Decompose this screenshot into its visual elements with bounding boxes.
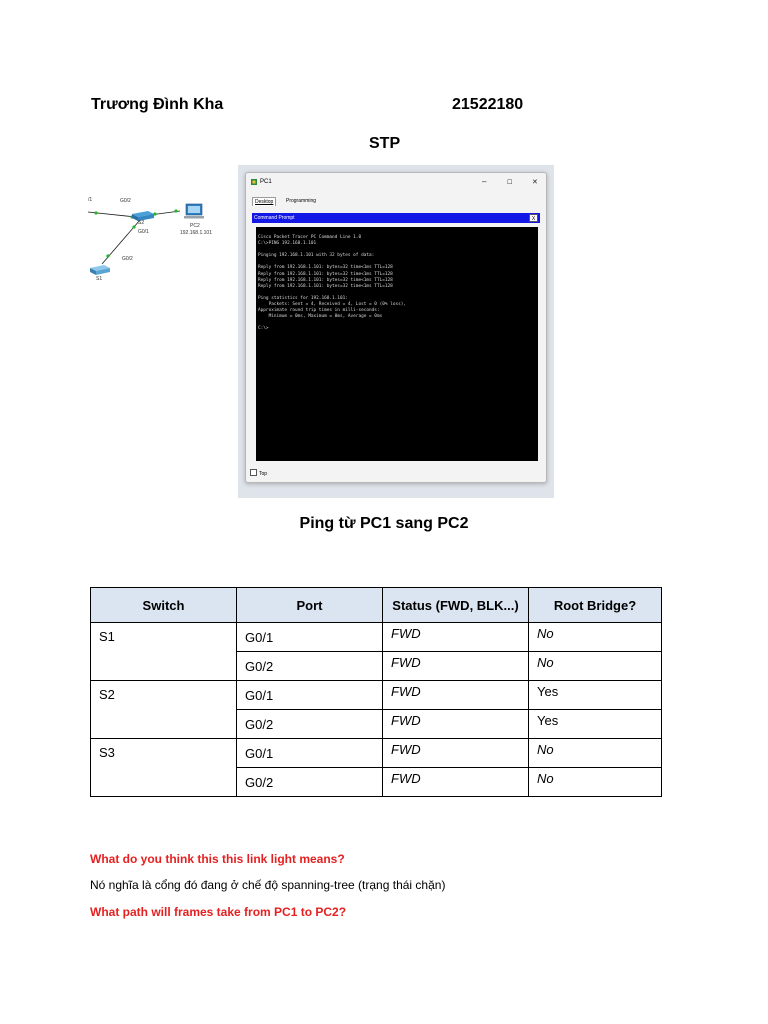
port-cell: G0/1 bbox=[237, 623, 383, 652]
figure-caption: Ping từ PC1 sang PC2 bbox=[299, 515, 469, 532]
terminal-line: Reply from 192.168.1.101: bytes=32 time<1ms TTL=128 bbox=[258, 265, 393, 271]
root-bridge-cell: No bbox=[529, 623, 662, 652]
header-root-bridge: Root Bridge? bbox=[529, 588, 662, 623]
terminal-line: Reply from 192.168.1.101: bytes=32 time<1ms TTL=128 bbox=[258, 271, 393, 277]
tab-desktop[interactable]: Desktop bbox=[252, 197, 276, 206]
command-prompt-close-button[interactable]: X bbox=[529, 214, 538, 222]
status-cell: FWD bbox=[383, 739, 529, 768]
status-cell: FWD bbox=[383, 710, 529, 739]
root-bridge-cell: No bbox=[529, 739, 662, 768]
switch-label: S2 bbox=[138, 220, 145, 226]
stp-port-table bbox=[90, 587, 662, 797]
switch-cell: S3 bbox=[91, 739, 237, 797]
terminal-line: Ping statistics for 192.168.1.101: bbox=[258, 295, 348, 301]
status-cell: FWD bbox=[383, 768, 529, 797]
maximize-button[interactable]: ☐ bbox=[507, 180, 513, 186]
table-row bbox=[91, 623, 662, 652]
link-light bbox=[132, 225, 135, 228]
terminal-line: C:\>PING 192.168.1.101 bbox=[258, 241, 317, 247]
top-checkbox-label: Top bbox=[259, 471, 268, 477]
minimize-button[interactable]: – bbox=[482, 177, 487, 186]
top-checkbox[interactable] bbox=[250, 469, 267, 477]
close-button[interactable]: ✕ bbox=[532, 179, 538, 186]
status-cell: FWD bbox=[383, 652, 529, 681]
port-cell: G0/2 bbox=[237, 710, 383, 739]
switch-cell: S2 bbox=[91, 681, 237, 739]
link-light bbox=[94, 211, 97, 214]
table-row bbox=[91, 739, 662, 768]
command-prompt-terminal[interactable] bbox=[256, 227, 538, 461]
terminal-line: Minimum = 0ms, Maximum = 0ms, Average = 0ms bbox=[258, 314, 383, 320]
pc2-icon[interactable] bbox=[184, 204, 204, 219]
tab-programming[interactable]: Programming bbox=[286, 198, 317, 204]
topology-links bbox=[88, 190, 228, 290]
status-cell: FWD bbox=[383, 623, 529, 652]
author-name: Trương Đình Kha bbox=[91, 96, 224, 113]
root-bridge-cell: No bbox=[529, 768, 662, 797]
switch-s1-icon[interactable] bbox=[90, 265, 110, 275]
checkbox-box[interactable] bbox=[250, 469, 257, 476]
port-label: G0/1 bbox=[138, 229, 149, 235]
table-row bbox=[91, 681, 662, 710]
command-prompt-titlebar bbox=[252, 213, 540, 223]
table-header-row bbox=[91, 588, 662, 623]
command-prompt-title: Command Prompt bbox=[254, 215, 295, 221]
terminal-line: Packets: Sent = 4, Received = 4, Lost = 0 (0% loss), bbox=[258, 302, 407, 308]
terminal-line: Reply from 192.168.1.101: bytes=32 time<1ms TTL=128 bbox=[258, 283, 393, 289]
header-switch: Switch bbox=[91, 588, 237, 623]
answer-link-light: Nó nghĩa là cổng đó đang ở chế độ spanning-tree (trạng thái chặn) bbox=[90, 878, 446, 892]
port-cell: G0/1 bbox=[237, 681, 383, 710]
student-id: 21522180 bbox=[452, 96, 524, 113]
root-bridge-cell: No bbox=[529, 652, 662, 681]
port-label: G0/2 bbox=[122, 256, 133, 262]
document-title: STP bbox=[369, 135, 401, 152]
header-status: Status (FWD, BLK...) bbox=[383, 588, 529, 623]
terminal-line: Reply from 192.168.1.101: bytes=32 time<1ms TTL=128 bbox=[258, 277, 393, 283]
window-titlebar[interactable] bbox=[246, 173, 546, 193]
switch-label: S1 bbox=[96, 276, 103, 282]
port-label: /1 bbox=[88, 197, 93, 203]
pc1-window bbox=[245, 172, 547, 483]
link-light bbox=[174, 209, 177, 212]
port-cell: G0/1 bbox=[237, 739, 383, 768]
switch-cell: S1 bbox=[91, 623, 237, 681]
link-light bbox=[106, 254, 109, 257]
window-title: PC1 bbox=[260, 179, 272, 185]
port-cell: G0/2 bbox=[237, 768, 383, 797]
root-bridge-cell: Yes bbox=[529, 681, 662, 710]
question-link-light: What do you think this this link light means? bbox=[90, 852, 345, 866]
question-frame-path: What path will frames take from PC1 to PC2? bbox=[90, 905, 347, 919]
port-label: G0/2 bbox=[120, 198, 131, 204]
terminal-line: Pinging 192.168.1.101 with 32 bytes of data: bbox=[258, 253, 375, 259]
header-port: Port bbox=[237, 588, 383, 623]
packet-tracer-icon bbox=[251, 179, 257, 185]
terminal-line: Approximate round trip times in milli-seconds: bbox=[258, 308, 380, 314]
terminal-line: Cisco Packet Tracer PC Command Line 1.0 bbox=[258, 235, 362, 240]
terminal-line: C:\> bbox=[258, 326, 269, 332]
pc-label: PC2 bbox=[190, 223, 200, 229]
port-cell: G0/2 bbox=[237, 652, 383, 681]
pc-ip-label: 192.168.1.101 bbox=[180, 230, 212, 236]
status-cell: FWD bbox=[383, 681, 529, 710]
network-topology-diagram bbox=[88, 190, 228, 290]
root-bridge-cell: Yes bbox=[529, 710, 662, 739]
